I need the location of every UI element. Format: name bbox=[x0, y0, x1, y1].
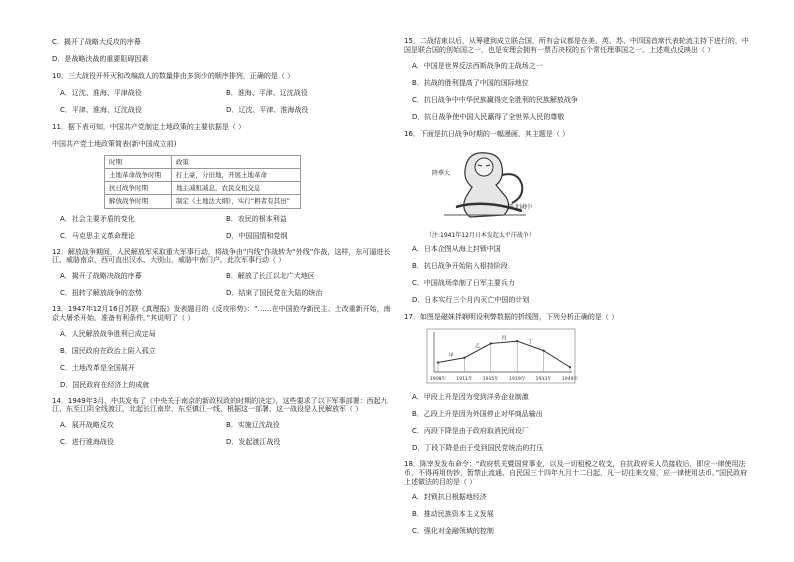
left-column bbox=[52, 34, 392, 451]
q9-option-c[interactable]: C．揭开了战略大反攻的序幕 bbox=[52, 38, 141, 47]
q14-options-row-2 bbox=[52, 434, 392, 451]
q16-stem: 16．下面是抗日战争时期的一幅漫画，其主题是（ ） bbox=[404, 129, 570, 138]
segment-label: 丁 bbox=[527, 339, 533, 346]
table-cell: 政策 bbox=[172, 156, 301, 169]
table-cell: 抗日战争时期 bbox=[105, 182, 172, 195]
q16-cartoon-label-left: 降華大 bbox=[432, 169, 451, 177]
q12-options-row-2 bbox=[52, 285, 392, 302]
q17-option-c[interactable]: C．丙段下降是由于政府取消民间设厂 bbox=[412, 427, 529, 436]
data-point bbox=[569, 366, 571, 368]
q14-option-c[interactable]: C．进行淮海战役 bbox=[60, 438, 114, 447]
q16-cartoon-label-right: 陸北國中 bbox=[508, 203, 533, 211]
data-point bbox=[490, 343, 492, 345]
q17-line-chart bbox=[426, 328, 579, 384]
table-row bbox=[105, 169, 301, 182]
table-row bbox=[105, 156, 301, 169]
x-tick-label: 1911年 bbox=[456, 377, 473, 383]
q18-option-c[interactable]: C．强化对金融领域的控制 bbox=[412, 527, 494, 536]
q17-stem: 17．如图是磁妹拌娴明设利弊数据的折线图，下列分析正确的是（ ） bbox=[404, 313, 619, 322]
segment-label: 乙 bbox=[475, 343, 481, 350]
q12-options-row-1 bbox=[52, 268, 392, 285]
q15-stem: 15．二战结束以后，从筹建到成立联合国，所有会议都是在美、英、苏、中四国首席代表轮流主持下进行的，中国是联合国的创始国之一，也是安理会拥有一票否决权的五个常任理事国之一。上述观点反映出（ ） bbox=[404, 37, 749, 54]
data-point bbox=[437, 362, 439, 364]
table-cell: 解放战争时期 bbox=[105, 195, 172, 208]
q14-option-a[interactable]: A．展开战略反攻 bbox=[60, 421, 114, 430]
q14-stem: 14．1949年3月，中共发布了《中央关于南京的新政权政的时期的决定》，这些要求了以下军事部署：西起九江、东至江阴全线渡江，北起长江南岸，东至镇江一线，根据这一部署，这一战役是人民解放军（ ） bbox=[52, 396, 388, 414]
q18-option-a[interactable]: A．封锁抗日根据地经济 bbox=[412, 493, 487, 502]
q15-option-a[interactable]: A．中国是世界反法西斯战争的主战场之一 bbox=[412, 61, 543, 70]
x-tick-label: 1933年 bbox=[535, 377, 552, 383]
q15-option-c[interactable]: C．抗日战争中中华民族赢得完全胜利的民族解放战争 bbox=[412, 95, 578, 104]
q10-options-row-2 bbox=[52, 102, 392, 119]
data-point bbox=[463, 357, 465, 359]
q17-option-d[interactable]: D．丁段下降是由于受到国民党统治的打压 bbox=[412, 444, 544, 453]
q10-option-d[interactable]: D．辽沈、平津、淮海战役 bbox=[226, 106, 309, 115]
table-cell: 制定《土地法大纲》，实行“耕者有其田” bbox=[172, 195, 301, 208]
q17-option-b[interactable]: B．乙段上升是因为外国停止对华商品输出 bbox=[412, 410, 543, 419]
q11-option-d[interactable]: D．中国国情和党纲 bbox=[226, 231, 288, 240]
q18-stem: 18．陈宰发发布命令：“政府机关暨国营事业，以及一切租税之收支，自抗政府采人员接收后，即应一律使用法币，不得再用伪钞，暂禁止流通，自民国三十四年九月十二日起，凡一切往来交易，应一律使用法币。”国民政府上述做法的目的是（ ） bbox=[404, 460, 748, 486]
q13-option-b[interactable]: B．国民政府在政治上陷入孤立 bbox=[60, 346, 156, 355]
q13-option-a[interactable]: A．人民解放战争胜利已成定局 bbox=[60, 329, 156, 338]
x-tick-label: 1919年 bbox=[509, 377, 526, 383]
x-tick-label: 1915年 bbox=[482, 377, 499, 383]
q11-option-c[interactable]: C．马克思主义革命理论 bbox=[60, 231, 135, 240]
q12-stem: 12．解放战争期间，人民解放军采取重大军事行动，将战争由“内线”作战转为“外线”作战，这样，东可逼进长江、威胁南京，西可直出汉水、大别山，威胁中南门户。此次军事行动（ ） bbox=[52, 247, 391, 265]
q16-caption: （注:1941年12月日本发起太平洋战争） bbox=[426, 231, 535, 239]
q10-options-row-1 bbox=[52, 85, 392, 102]
q15-option-d[interactable]: D．抗日战争使中国人民赢得了全世界人民的尊敬 bbox=[412, 112, 565, 121]
q16-cartoon-image bbox=[426, 145, 546, 227]
table-cell: 土地革命战争时期 bbox=[105, 169, 172, 182]
q13-stem: 13．1947年12月16日苏联《真理报》发表题目的《反攻形势》：“……在中国抢夺新民主、土改重新开始，南京大屠杀开始，准备有利条件。”其说明了（ ） bbox=[52, 305, 391, 322]
x-tick-label: 1949年 bbox=[561, 377, 579, 383]
q14-option-b[interactable]: B．实施辽沈战役 bbox=[226, 421, 280, 430]
q11-table-title: 中国共产党土地政策简表(新中国成立前) bbox=[52, 140, 177, 149]
q11-option-b[interactable]: B．农民的根本利益 bbox=[226, 214, 287, 223]
q11-option-a[interactable]: A．社会主要矛盾的变化 bbox=[60, 214, 135, 223]
table-cell: 地主减租减息，农民交租交息 bbox=[172, 182, 301, 195]
q16-option-a[interactable]: A．日本企图从海上封锁中国 bbox=[412, 245, 501, 254]
table-row bbox=[105, 182, 301, 195]
q14-options-row-1 bbox=[52, 417, 392, 434]
q10-stem: 10．三大战役开歼灭和改编敌人的数量排由多到少的顺序排列，正确的是（ ） bbox=[52, 72, 295, 81]
q16-option-c[interactable]: C．中国战场牵制了日军主要兵力 bbox=[412, 279, 515, 288]
q11-policy-table bbox=[104, 155, 301, 209]
q15-option-b[interactable]: B．抗战的胜利提高了中国的国际地位 bbox=[412, 78, 529, 87]
segment-label: 甲 bbox=[448, 353, 454, 360]
q12-option-b[interactable]: B．解放了长江以北广大地区 bbox=[226, 272, 315, 281]
q9-option-d[interactable]: D．是战略決战的重要阻碍因素 bbox=[52, 55, 149, 64]
q11-stem: 11．据下表可知，中国共产党制定土地政策的主要依据是（ ） bbox=[52, 123, 246, 132]
data-point bbox=[516, 340, 518, 342]
q10-option-c[interactable]: C．平津、淮海、辽沈战役 bbox=[60, 106, 142, 115]
table-row bbox=[105, 195, 301, 208]
q16-option-b[interactable]: B．抗日战争开始陷入相持阶段 bbox=[412, 262, 508, 271]
q16-option-d[interactable]: D．日本实行三个月内灭亡中国的计划 bbox=[412, 296, 530, 305]
q12-option-d[interactable]: D．结束了国民党在大陆的统治 bbox=[226, 289, 323, 298]
q12-option-c[interactable]: C．扭转了解放战争的态势 bbox=[60, 289, 142, 298]
x-tick-label: 1908年 bbox=[429, 377, 447, 383]
q17-option-a[interactable]: A．甲段上升是因为受到洋务企业制激 bbox=[412, 393, 529, 402]
table-cell: 打土豪，分田地，开展土地革命 bbox=[172, 169, 301, 182]
series-line bbox=[438, 341, 570, 367]
q13-option-d[interactable]: D．国民政府在经济上的成就 bbox=[60, 380, 150, 389]
q10-option-a[interactable]: A．辽沈、淮海、平津战役 bbox=[60, 89, 142, 98]
q11-options-row-2 bbox=[52, 228, 392, 245]
q13-option-c[interactable]: C．土地改革是全国展开 bbox=[60, 363, 135, 372]
segment-label: 丙 bbox=[501, 335, 507, 342]
q18-option-b[interactable]: B．推动民族资本主义发展 bbox=[412, 510, 494, 519]
table-cell: 时期 bbox=[105, 156, 172, 169]
q10-option-b[interactable]: B．淮海、平津、辽沈战役 bbox=[226, 89, 308, 98]
right-column bbox=[404, 34, 754, 540]
q14-option-d[interactable]: D．发起渡江战役 bbox=[226, 438, 281, 447]
q11-options-row-1 bbox=[52, 211, 392, 228]
data-point bbox=[543, 350, 545, 352]
q12-option-a[interactable]: A．揭开了战略决战的序幕 bbox=[60, 272, 142, 281]
